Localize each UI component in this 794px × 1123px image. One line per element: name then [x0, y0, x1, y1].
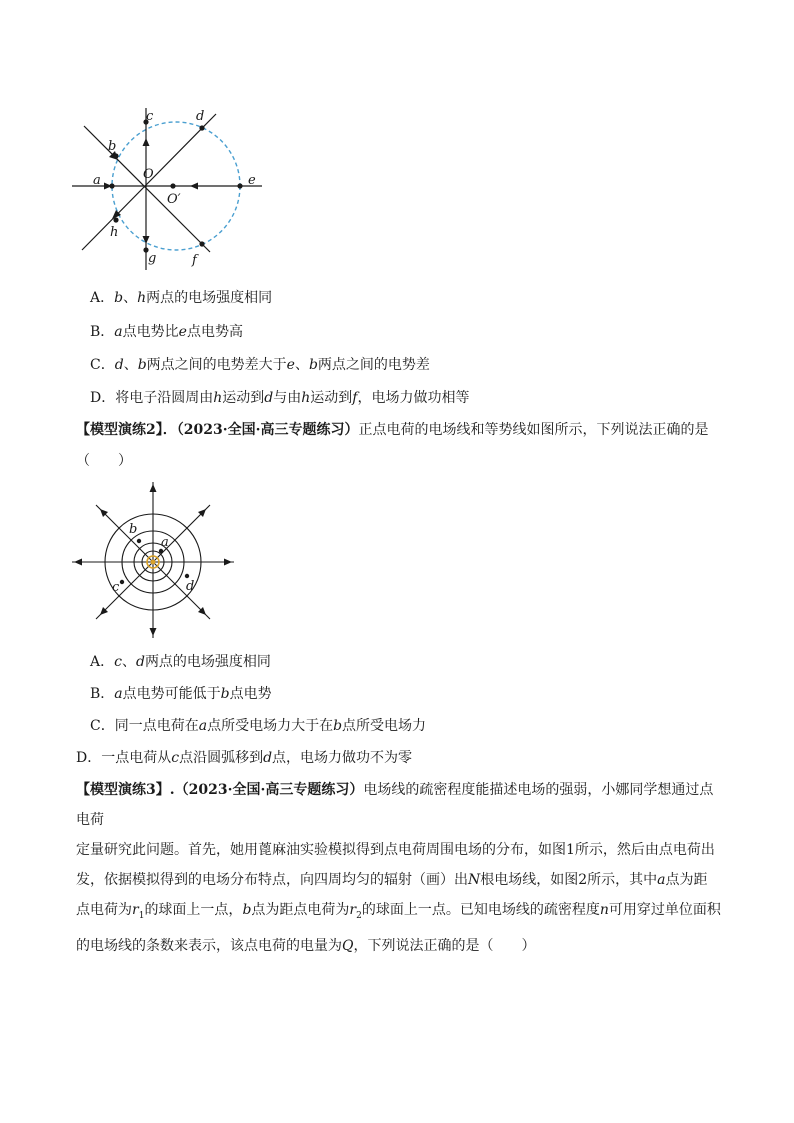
field-diagram-1 [66, 100, 276, 280]
q3-line-4: 点电荷为$r_1$的球面上一点，b点为距点电荷为$r_2$的球面上一点。已知电场线的疏密程度n可用穿过单位面积 [76, 902, 721, 921]
point-f [199, 241, 204, 246]
label-d: d [186, 579, 195, 594]
label-O-prime: O′ [167, 192, 181, 207]
q3-line-1: 【模型演练3】.（2023·全国·高三专题练习）电场线的疏密程度能描述电场的强弱，小娜同学想通过点电荷 [76, 782, 714, 828]
label-h: h [110, 225, 119, 240]
label-b: b [129, 522, 138, 537]
q1-option-c[interactable]: C．d、b两点之间的电势差大于e、b两点之间的电势差 [90, 357, 430, 373]
point-charge [151, 560, 156, 565]
q3-line-3: 发，依据模拟得到的电场分布特点，向四周均匀的辐射（画）出N根电场线，如图2所示，其中a点为距 [76, 872, 708, 888]
point-d [185, 574, 189, 578]
label-b: b [108, 139, 117, 154]
diagonal-line-2 [82, 114, 216, 250]
q1-option-d[interactable]: D．将电子沿圆周由h运动到d与由h运动到f，电场力做功相等 [90, 390, 470, 406]
q1-option-b[interactable]: B．a点电势比e点电势高 [90, 324, 243, 340]
label-c: c [146, 109, 154, 124]
q3-paragraph [76, 775, 726, 961]
point-d [199, 125, 204, 130]
point-h [113, 217, 118, 222]
point-e [237, 183, 242, 188]
label-O: O [143, 167, 154, 182]
q3-line-2: 定量研究此问题。首先，她用蓖麻油实验模拟得到点电荷周围电场的分布，如图1所示，然后由点电荷出 [76, 842, 715, 858]
field-diagram-2 [70, 478, 236, 644]
q2-stem: 【模型演练2】．（2023·全国·高三专题练习）正点电荷的电场线和等势线如图所示，下列说法正确的是 [76, 422, 709, 438]
arrow-e [190, 183, 198, 190]
point-a [109, 183, 114, 188]
q2-option-b[interactable]: B．a点电势可能低于b点电势 [90, 686, 272, 702]
label-e: e [248, 173, 256, 188]
point-b [113, 153, 118, 158]
label-d: d [196, 109, 205, 124]
q3-line-5: 的电场线的条数来表示，该点电荷的电量为Q，下列说法正确的是（ ） [76, 937, 536, 954]
arrow-right [224, 559, 232, 566]
label-g: g [148, 251, 157, 266]
label-a: a [93, 173, 101, 188]
q2-option-d[interactable]: D．一点电荷从c点沿圆弧移到d点，电场力做功不为零 [76, 750, 413, 766]
point-b [137, 539, 141, 543]
arrow-g [143, 236, 150, 244]
point-c [120, 580, 124, 584]
arrow-up [150, 484, 157, 492]
label-c: c [112, 580, 120, 595]
arrow-left [74, 559, 82, 566]
q2-option-c[interactable]: C．同一点电荷在a点所受电场力大于在b点所受电场力 [90, 718, 427, 734]
q2-paren: （ ） [76, 453, 132, 469]
q1-option-a[interactable]: A．b、h两点的电场强度相同 [90, 290, 273, 306]
label-f: f [192, 253, 197, 268]
point-O-prime [170, 183, 175, 188]
q2-option-a[interactable]: A．c、d两点的电场强度相同 [90, 654, 271, 670]
arrow-c [143, 138, 150, 146]
label-a: a [161, 535, 169, 550]
arrow-down [150, 628, 157, 636]
